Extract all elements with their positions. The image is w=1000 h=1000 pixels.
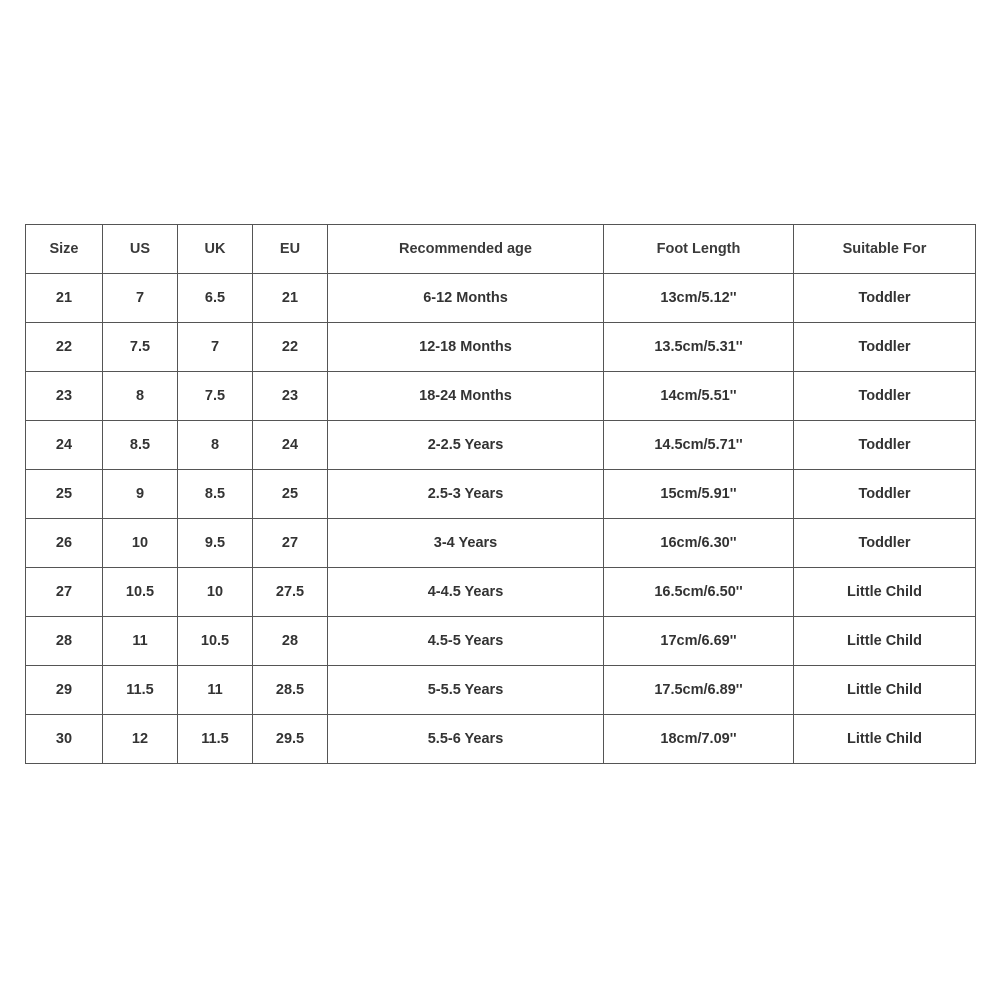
- cell-suitable-for: Little Child: [794, 568, 976, 617]
- cell-eu: 27.5: [253, 568, 328, 617]
- cell-us: 7.5: [103, 323, 178, 372]
- cell-uk: 7.5: [178, 372, 253, 421]
- cell-us: 7: [103, 274, 178, 323]
- cell-size: 29: [26, 666, 103, 715]
- table-body: [26, 274, 976, 764]
- cell-size: 28: [26, 617, 103, 666]
- cell-eu: 29.5: [253, 715, 328, 764]
- cell-recommended-age: 2-2.5 Years: [328, 421, 604, 470]
- cell-foot-length: 17.5cm/6.89'': [604, 666, 794, 715]
- cell-eu: 28: [253, 617, 328, 666]
- header-row: [26, 225, 976, 274]
- cell-uk: 6.5: [178, 274, 253, 323]
- cell-recommended-age: 4-4.5 Years: [328, 568, 604, 617]
- cell-eu: 23: [253, 372, 328, 421]
- cell-us: 8: [103, 372, 178, 421]
- cell-us: 8.5: [103, 421, 178, 470]
- size-chart-table: [25, 224, 976, 764]
- cell-recommended-age: 6-12 Months: [328, 274, 604, 323]
- cell-foot-length: 16.5cm/6.50'': [604, 568, 794, 617]
- table-row: [26, 470, 976, 519]
- cell-suitable-for: Little Child: [794, 715, 976, 764]
- cell-foot-length: 14cm/5.51'': [604, 372, 794, 421]
- cell-uk: 11: [178, 666, 253, 715]
- cell-suitable-for: Toddler: [794, 274, 976, 323]
- cell-us: 10.5: [103, 568, 178, 617]
- header-eu: EU: [253, 225, 328, 274]
- header-recommended-age: Recommended age: [328, 225, 604, 274]
- cell-foot-length: 15cm/5.91'': [604, 470, 794, 519]
- table-row: [26, 617, 976, 666]
- table-row: [26, 715, 976, 764]
- cell-size: 26: [26, 519, 103, 568]
- cell-uk: 9.5: [178, 519, 253, 568]
- cell-size: 30: [26, 715, 103, 764]
- cell-suitable-for: Toddler: [794, 470, 976, 519]
- header-foot-length: Foot Length: [604, 225, 794, 274]
- table-row: [26, 323, 976, 372]
- cell-recommended-age: 3-4 Years: [328, 519, 604, 568]
- cell-recommended-age: 12-18 Months: [328, 323, 604, 372]
- cell-uk: 10.5: [178, 617, 253, 666]
- cell-eu: 28.5: [253, 666, 328, 715]
- cell-uk: 8: [178, 421, 253, 470]
- cell-size: 22: [26, 323, 103, 372]
- cell-suitable-for: Toddler: [794, 323, 976, 372]
- cell-recommended-age: 2.5-3 Years: [328, 470, 604, 519]
- cell-eu: 25: [253, 470, 328, 519]
- cell-size: 21: [26, 274, 103, 323]
- cell-foot-length: 16cm/6.30'': [604, 519, 794, 568]
- cell-foot-length: 13cm/5.12'': [604, 274, 794, 323]
- cell-suitable-for: Toddler: [794, 421, 976, 470]
- cell-uk: 7: [178, 323, 253, 372]
- cell-us: 9: [103, 470, 178, 519]
- cell-suitable-for: Little Child: [794, 617, 976, 666]
- cell-eu: 21: [253, 274, 328, 323]
- table-row: [26, 372, 976, 421]
- header-us: US: [103, 225, 178, 274]
- cell-recommended-age: 5-5.5 Years: [328, 666, 604, 715]
- cell-eu: 24: [253, 421, 328, 470]
- cell-suitable-for: Toddler: [794, 519, 976, 568]
- cell-size: 27: [26, 568, 103, 617]
- cell-suitable-for: Little Child: [794, 666, 976, 715]
- cell-size: 25: [26, 470, 103, 519]
- cell-suitable-for: Toddler: [794, 372, 976, 421]
- cell-foot-length: 17cm/6.69'': [604, 617, 794, 666]
- table-row: [26, 421, 976, 470]
- header-uk: UK: [178, 225, 253, 274]
- cell-size: 24: [26, 421, 103, 470]
- table-row: [26, 568, 976, 617]
- cell-recommended-age: 18-24 Months: [328, 372, 604, 421]
- cell-us: 11.5: [103, 666, 178, 715]
- cell-size: 23: [26, 372, 103, 421]
- cell-us: 11: [103, 617, 178, 666]
- header-suitable-for: Suitable For: [794, 225, 976, 274]
- cell-us: 12: [103, 715, 178, 764]
- cell-us: 10: [103, 519, 178, 568]
- cell-recommended-age: 5.5-6 Years: [328, 715, 604, 764]
- cell-uk: 10: [178, 568, 253, 617]
- header-size: Size: [26, 225, 103, 274]
- cell-eu: 22: [253, 323, 328, 372]
- table-row: [26, 666, 976, 715]
- table-row: [26, 274, 976, 323]
- cell-uk: 8.5: [178, 470, 253, 519]
- cell-foot-length: 13.5cm/5.31'': [604, 323, 794, 372]
- cell-recommended-age: 4.5-5 Years: [328, 617, 604, 666]
- table-row: [26, 519, 976, 568]
- cell-foot-length: 18cm/7.09'': [604, 715, 794, 764]
- cell-foot-length: 14.5cm/5.71'': [604, 421, 794, 470]
- cell-eu: 27: [253, 519, 328, 568]
- cell-uk: 11.5: [178, 715, 253, 764]
